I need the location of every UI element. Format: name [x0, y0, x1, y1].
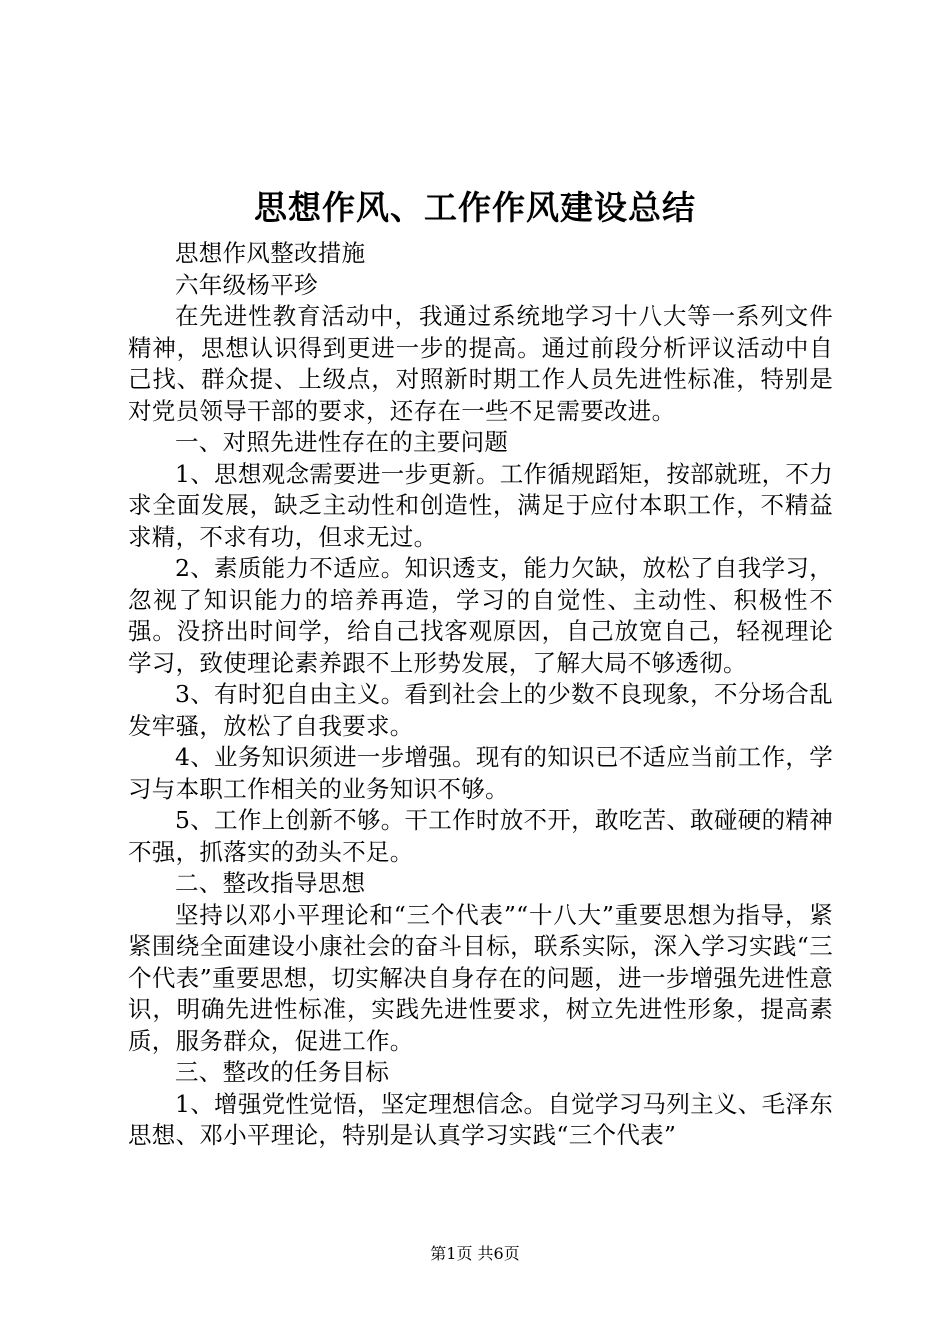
paragraph-issue-1: 1、思想观念需要进一步更新。工作循规蹈矩，按部就班，不力求全面发展，缺乏主动性和创造性，满足于应付本职工作，不精益求精，不求有功，但求无过。: [128, 459, 833, 551]
paragraph-issue-2: 2、素质能力不适应。知识透支，能力欠缺，放松了自我学习，忽视了知识能力的培养再造，学习的自觉性、主动性、积极性不强。没挤出时间学，给自己找客观原因，自己放宽自己，轻视理论学习，致使理论素养跟不上形势发展，了解大局不够透彻。: [128, 554, 833, 677]
section-heading-1: 一、对照先进性存在的主要问题: [175, 428, 509, 456]
page-footer: 第1页 共6页: [430, 1244, 520, 1263]
paragraph-intro: 在先进性教育活动中，我通过系统地学习十八大等一系列文件精神，思想认识得到更进一步的提高。通过前段分析评议活动中自己找、群众提、上级点，对照新时期工作人员先进性标准，特别是对党员领导干部的要求，还存在一些不足需要改进。: [128, 302, 833, 425]
paragraph-goal-1: 1、增强党性觉悟，坚定理想信念。自觉学习马列主义、毛泽东思想、邓小平理论，特别是认真学习实践“三个代表”: [128, 1089, 833, 1149]
paragraph-issue-3: 3、有时犯自由主义。看到社会上的少数不良现象，不分场合乱发牢骚，放松了自我要求。: [128, 680, 833, 740]
section-heading-3: 三、整改的任务目标: [175, 1058, 390, 1086]
paragraph-author: 六年级杨平珍: [175, 270, 318, 299]
section-heading-2: 二、整改指导思想: [175, 869, 366, 897]
paragraph-guiding-thought: 坚持以邓小平理论和“三个代表”“十八大”重要思想为指导，紧紧围绕全面建设小康社会的奋斗目标，联系实际，深入学习实践“三个代表”重要思想，切实解决自身存在的问题，进一步增强先进性意识，明确先进性标准，实践先进性要求，树立先进性形象，提高素质，服务群众，促进工作。: [128, 900, 833, 1055]
paragraph-issue-4: 4、业务知识须进一步增强。现有的知识已不适应当前工作，学习与本职工作相关的业务知识不够。: [128, 743, 833, 803]
document-title: 思想作风、工作作风建设总结: [254, 188, 696, 227]
paragraph-subtitle: 思想作风整改措施: [175, 239, 366, 267]
document-body: [128, 238, 833, 1152]
paragraph-issue-5: 5、工作上创新不够。干工作时放不开，敢吃苦、敢碰硬的精神不强，抓落实的劲头不足。: [128, 806, 833, 866]
